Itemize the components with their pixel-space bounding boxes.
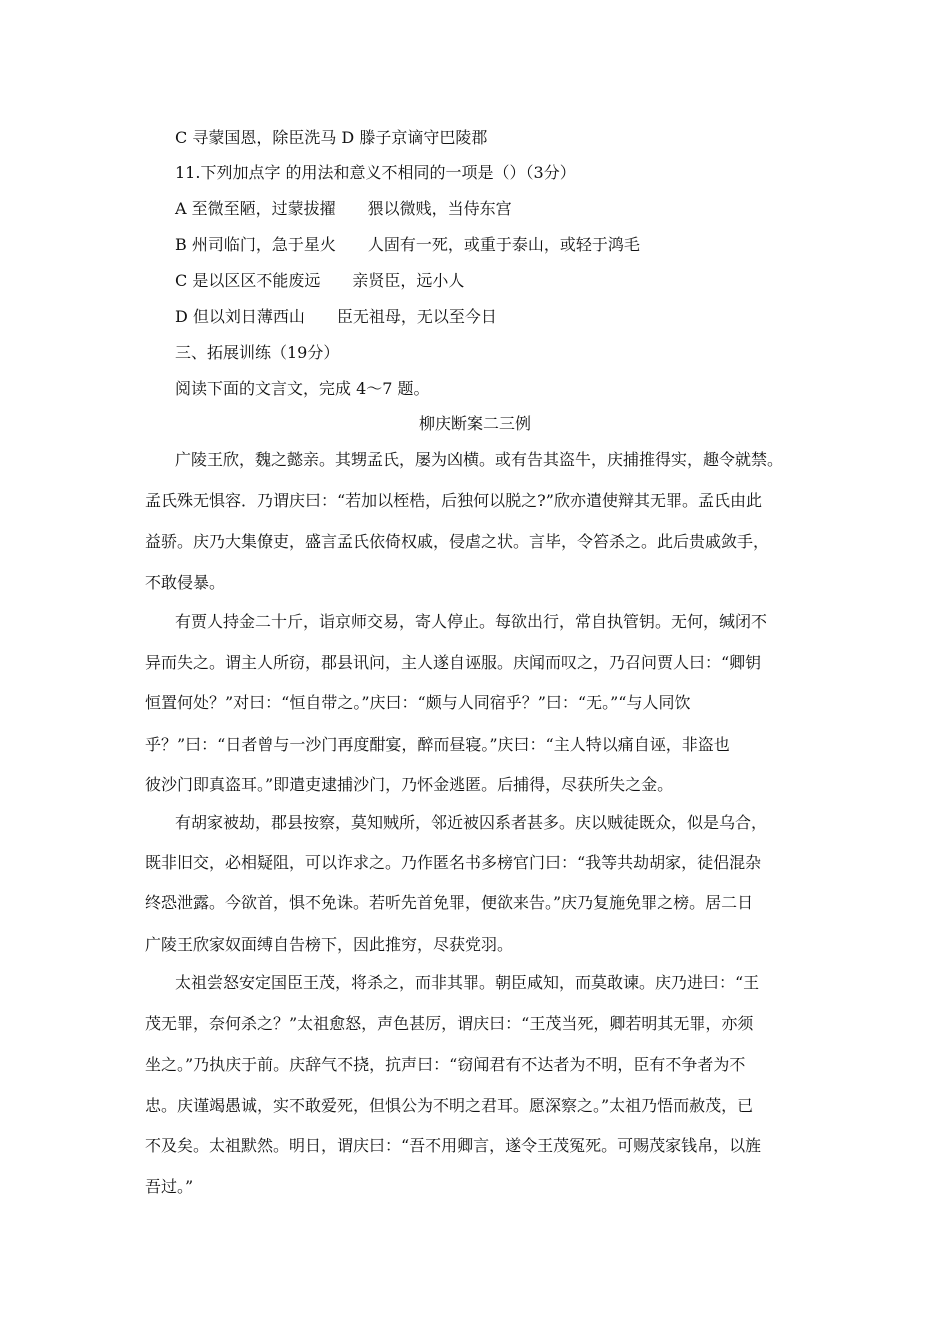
- passage-line: 太祖尝怒安定国臣王茂，将杀之，而非其罪。朝臣咸知，而莫敢谏。庆乃进曰：“王: [175, 973, 760, 992]
- passage-line: 既非旧交，必相疑阻，可以诈求之。乃作匿名书多榜官门曰：“我等共劫胡家，徒侣混杂: [145, 853, 762, 872]
- passage-line: 终恐泄露。今欲首，惧不免诛。若听先首免罪，便欲来告。”庆乃复施免罪之榜。居二日: [145, 893, 754, 912]
- passage-line: 忠。庆谨竭愚诚，实不敢爱死，但惧公为不明之君耳。愿深察之。”太祖乃悟而赦茂，已: [145, 1096, 754, 1115]
- passage-line: 有胡家被劫，郡县按察，莫知贼所，邻近被囚系者甚多。庆以贼徒既众，似是乌合，: [175, 813, 768, 832]
- question-11-option-a: A 至微至陋，过蒙拔擢 猥以微贱，当侍东宫: [175, 199, 512, 218]
- passage-title: 柳庆断案二三例: [418, 414, 531, 433]
- passage-line: 茂无罪，奈何杀之？”太祖愈怒，声色甚厉，谓庆曰：“王茂当死，卿若明其无罪，亦须: [145, 1014, 754, 1033]
- section-3-heading: 三、拓展训练（19分）: [175, 343, 340, 362]
- question-10-option-line: C 寻蒙国恩，除臣洗马 D 滕子京谪守巴陵郡: [175, 128, 488, 147]
- section-3-instruction: 阅读下面的文言文，完成 4～7 题。: [175, 379, 430, 398]
- passage-line: 益骄。庆乃大集僚吏，盛言孟氏依倚权戚，侵虐之状。言毕，令笞杀之。此后贵戚敛手，: [145, 532, 770, 551]
- question-11-option-d: D 但以刘日薄西山 臣无祖母，无以至今日: [175, 307, 497, 326]
- passage-line: 恒置何处？”对曰：“恒自带之。”庆曰：“颇与人同宿乎？”曰：“无。”“与人同饮: [145, 693, 691, 712]
- passage-line: 有贾人持金二十斤，诣京师交易，寄人停止。每欲出行，常自执管钥。无何，缄闭不: [175, 612, 768, 631]
- passage-line: 坐之。”乃执庆于前。庆辞气不挠，抗声曰：“窃闻君有不达者为不明，臣有不争者为不: [145, 1055, 746, 1074]
- passage-line: 广陵王欣家奴面缚自告榜下，因此推穷，尽获党羽。: [145, 935, 514, 954]
- passage-line: 吾过。”: [145, 1177, 194, 1196]
- question-11-stem: 11.下列加点字 的用法和意义不相同的一项是（）（3分）: [175, 163, 576, 182]
- question-11-option-c: C 是以区区不能废远 亲贤臣，远小人: [175, 271, 465, 290]
- question-11-option-b: B 州司临门，急于星火 人固有一死，或重于泰山，或轻于鸿毛: [175, 235, 640, 254]
- passage-line: 不敢侵暴。: [145, 573, 226, 592]
- passage-line: 异而失之。谓主人所窃，郡县讯问，主人遂自诬服。庆闻而叹之，乃召问贾人曰：“卿钥: [145, 653, 762, 672]
- passage-line: 广陵王欣，魏之懿亲。其甥孟氏，屡为凶横。或有告其盗牛，庆捕推得实，趣令就禁。: [175, 450, 784, 469]
- passage-line: 彼沙门即真盗耳。”即遣吏逮捕沙门，乃怀金逃匿。后捕得，尽获所失之金。: [145, 775, 674, 794]
- passage-line: 乎？”曰：“日者曾与一沙门再度酣宴，醉而昼寝。”庆曰：“主人特以痛自诬，非盗也: [145, 735, 730, 754]
- passage-line: 不及矣。太祖默然。明日，谓庆曰：“吾不用卿言，遂令王茂冤死。可赐茂家钱帛，以旌: [145, 1136, 762, 1155]
- passage-line: 孟氏殊无惧容．乃谓庆曰：“若加以桎梏，后独何以脱之?”欣亦遣使辩其无罪。孟氏由此: [145, 491, 762, 510]
